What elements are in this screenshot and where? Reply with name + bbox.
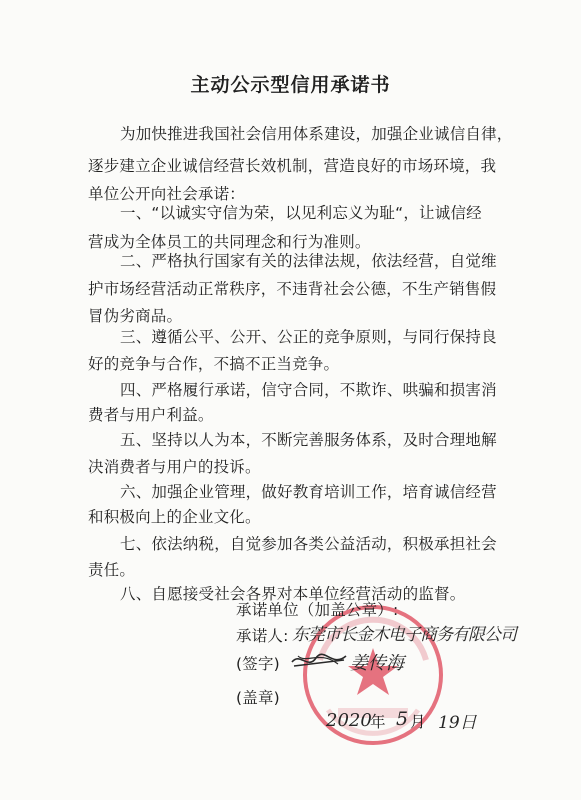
handwritten-date-month: 5 [396,708,409,730]
seal-label: (盖章) [236,689,280,707]
unit-label: 承诺单位（加盖公章）: [236,601,399,619]
sign-label: (签字) [236,655,280,673]
body-line: 冒伪劣商品。 [88,307,183,325]
date-year-char: 年 [370,713,386,731]
handwritten-signature: 姜传海 [350,653,404,674]
body-line: 逐步建立企业诚信经营长效机制，营造良好的市场环境，我 [88,157,497,175]
body-line: 二、严格执行国家有关的法律法规，依法经营，自觉维 [120,252,497,270]
body-line: 三、遵循公平、公开、公正的竞争原则，与同行保持良 [120,328,497,346]
document-title: 主动公示型信用承诺书 [190,74,391,96]
body-line: 营成为全体员工的共同理念和行为准则。 [88,233,371,251]
date-month-char: 月 [410,713,426,731]
body-line: 责任。 [88,561,136,579]
body-line: 和积极向上的企业文化。 [88,508,261,526]
body-line: 好的竞争与合作，不搞不正当竞争。 [88,355,340,373]
body-line: 七、依法纳税，自觉参加各类公益活动，积极承担社会 [120,535,497,553]
person-label: 承诺人: [236,627,289,645]
body-line: 费者与用户利益。 [88,406,214,424]
body-line: 五、坚持以人为本，不断完善服务体系，及时合理地解 [120,431,497,449]
handwritten-date-day: 19日 [438,713,477,733]
body-line: 为加快推进我国社会信用体系建设，加强企业诚信自律， [120,125,513,143]
body-line: 单位公开向社会承诺： [88,185,246,203]
body-line: 八、自愿接受社会各界对本单位经营活动的监督。 [120,585,466,603]
body-line: 护市场经营活动正常秩序，不违背社会公德，不生产销售假 [88,280,497,298]
body-line: 一、“以诚实守信为荣，以见利忘义为耻“，让诚信经 [120,204,482,222]
crossed-out-scribble-icon [290,648,350,674]
handwritten-date-year: 2020 [326,710,372,731]
body-line: 决消费者与用户的投诉。 [88,458,261,476]
handwritten-company-name: 东莞市长金木电子商务有限公司 [292,625,516,645]
body-line: 四、严格履行承诺，信守合同，不欺诈、哄骗和损害消 [120,381,497,399]
body-line: 六、加强企业管理，做好教育培训工作，培育诚信经营 [120,483,497,501]
